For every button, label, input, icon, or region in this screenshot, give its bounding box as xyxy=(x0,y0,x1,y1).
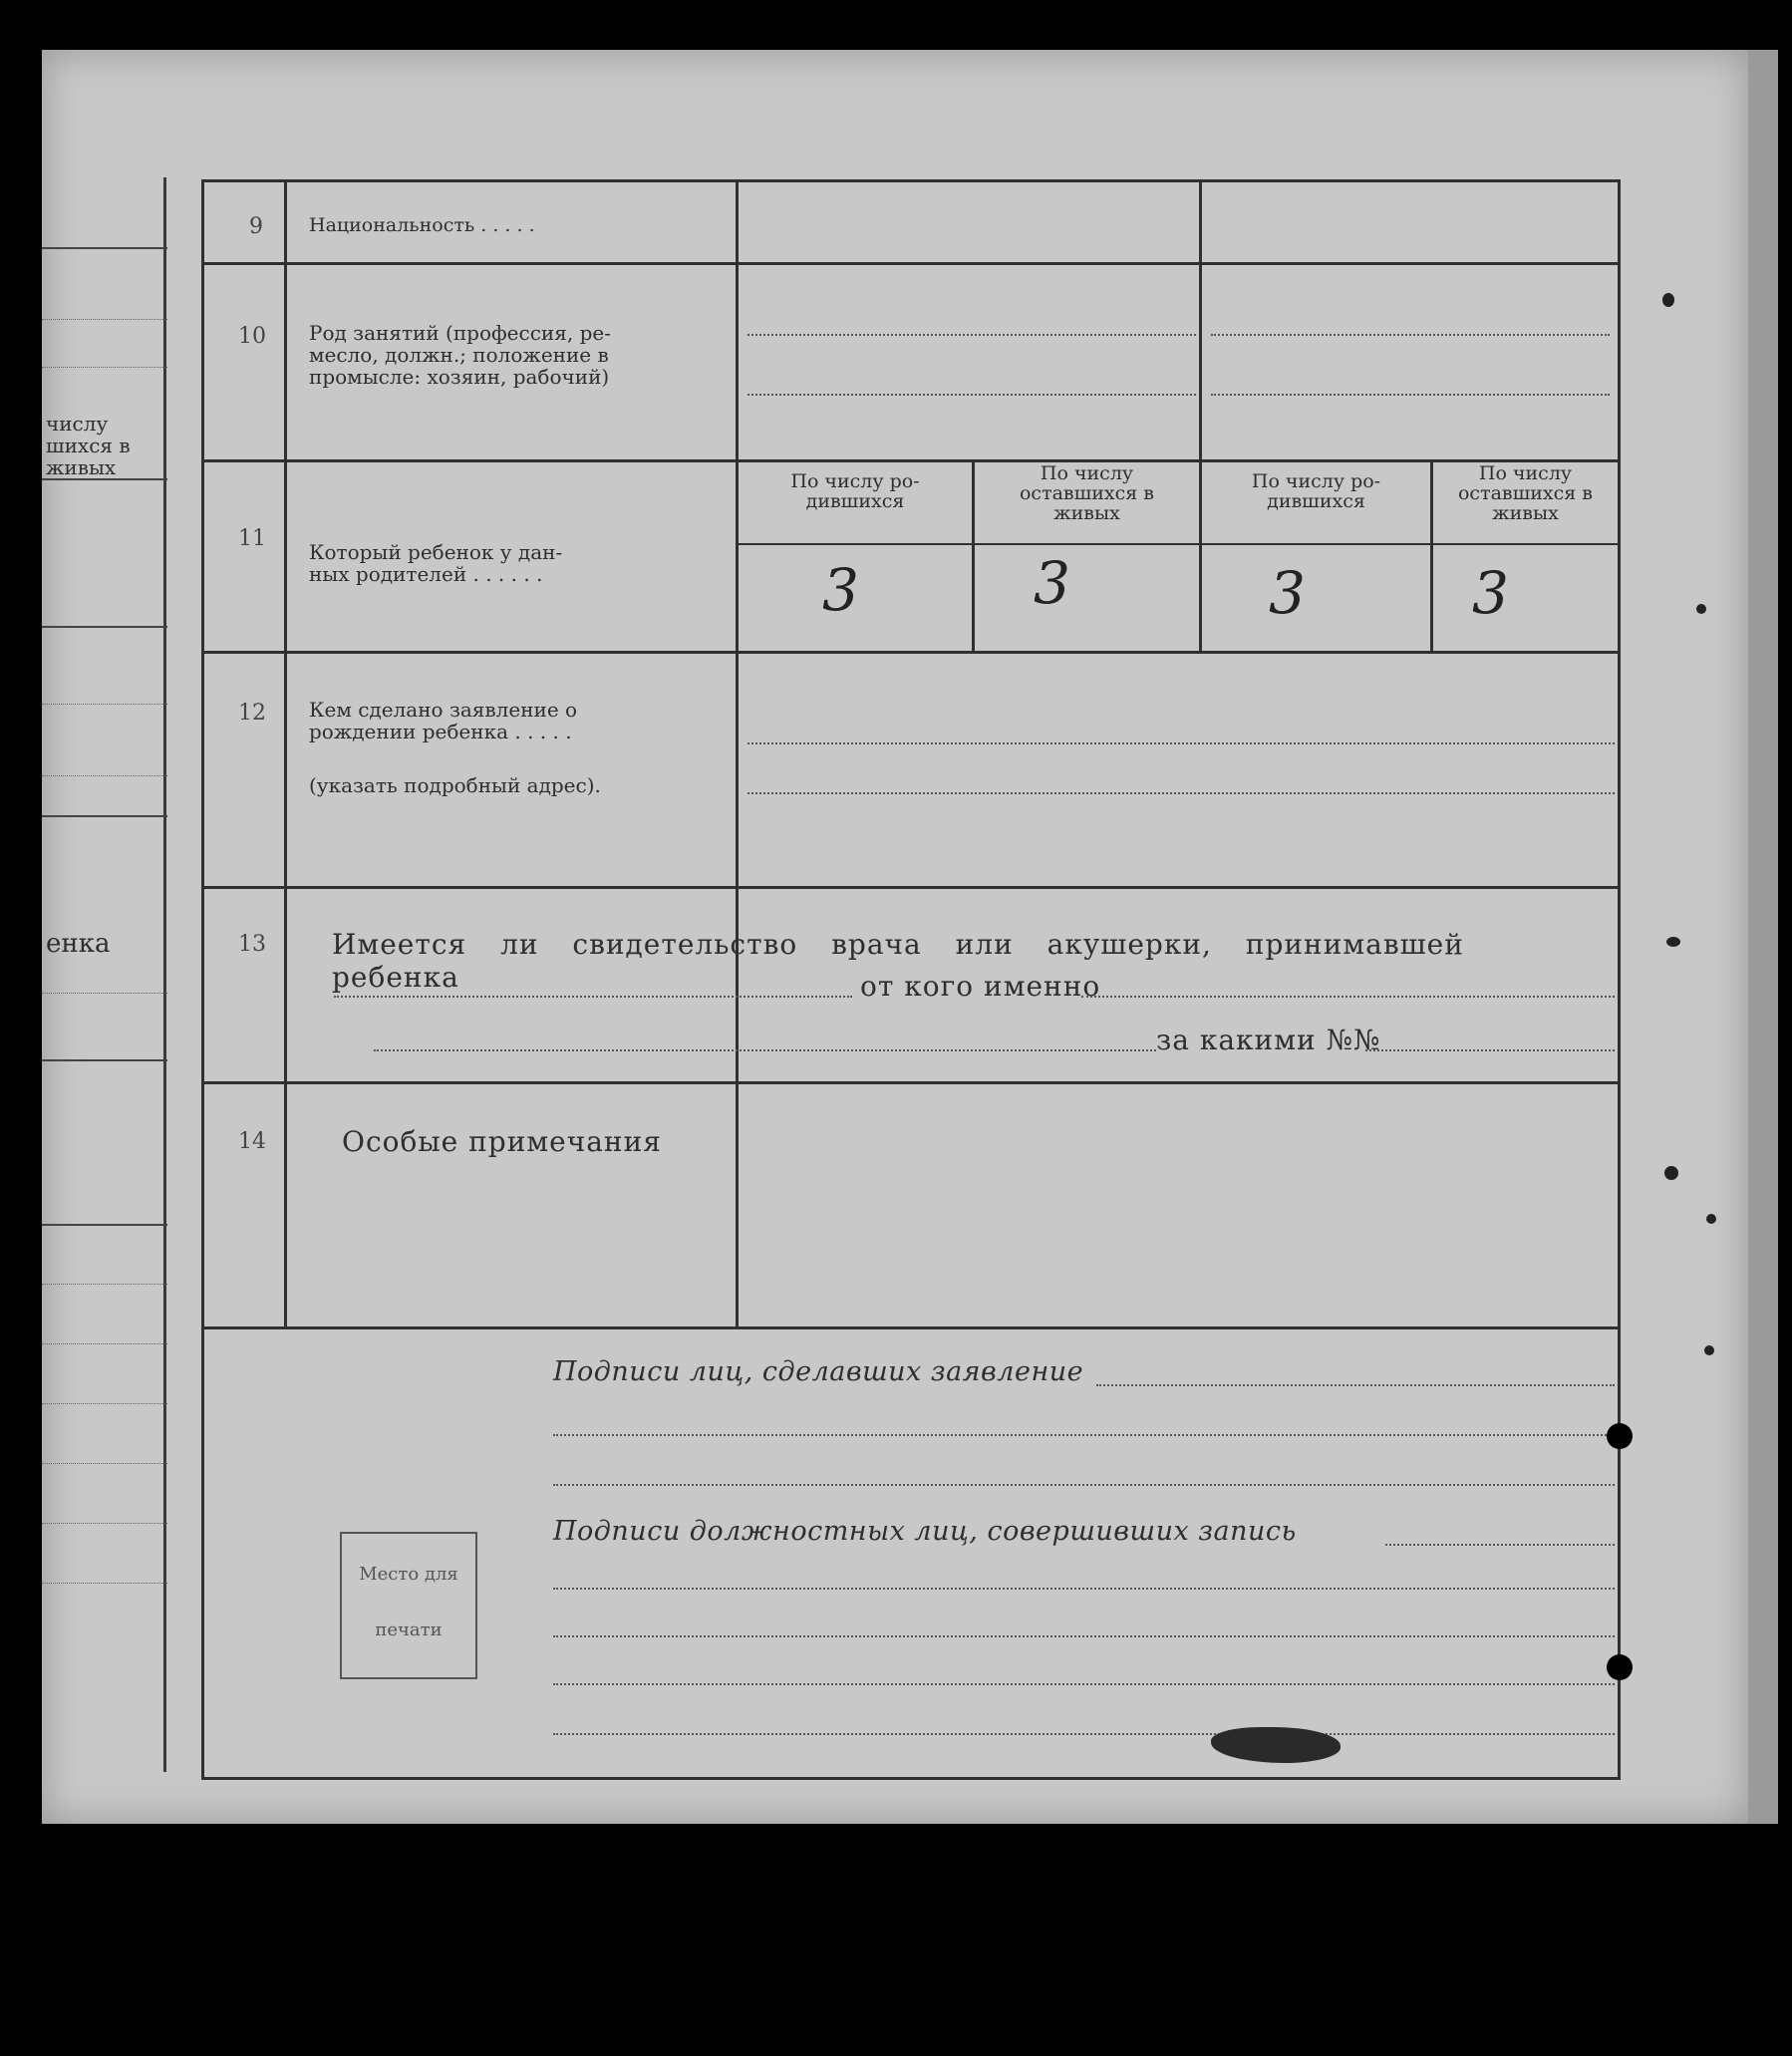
row-number: 13 xyxy=(238,932,266,957)
fill-line xyxy=(1211,334,1610,336)
row-divider xyxy=(204,886,1618,889)
fill-line xyxy=(553,1484,1615,1486)
subheader-living-2: По числу оставшихся в живых xyxy=(1457,462,1594,524)
speck xyxy=(1704,1345,1714,1355)
number-column-border xyxy=(284,182,287,1328)
row-number: 12 xyxy=(238,701,266,726)
from-whom-label: от кого именно xyxy=(860,970,1101,1003)
strip-border xyxy=(163,177,166,1772)
stamp-label-1: Место для xyxy=(359,1564,458,1585)
label-column-border xyxy=(736,182,739,1328)
page-edge xyxy=(1748,50,1778,1824)
strip-line xyxy=(42,478,167,480)
fill-line xyxy=(1081,996,1615,998)
strip-line xyxy=(42,1403,167,1404)
handwritten-value: 3 xyxy=(1269,559,1306,627)
strip-line xyxy=(42,1463,167,1464)
row-divider xyxy=(204,262,1618,265)
subheader-born-2: По числу ро- дившихся xyxy=(1251,470,1381,512)
fill-line xyxy=(747,394,1196,396)
binding-hole xyxy=(1607,1654,1633,1680)
subheader-divider xyxy=(736,543,1618,545)
occupation-label-2: месло, должн.; положение в xyxy=(309,343,609,367)
stamp-placeholder xyxy=(340,1532,477,1679)
strip-line xyxy=(42,704,167,705)
speck xyxy=(1666,937,1680,947)
handwritten-value: 3 xyxy=(822,556,859,624)
ink-blot xyxy=(1211,1727,1341,1763)
row-number: 14 xyxy=(238,1129,266,1154)
strip-text-2: шихся в xyxy=(46,434,131,457)
strip-line xyxy=(42,1284,167,1285)
strip-line xyxy=(42,247,167,249)
strip-line xyxy=(42,1343,167,1344)
strip-line xyxy=(42,319,167,320)
stamp-label-2: печати xyxy=(375,1619,443,1640)
speck xyxy=(1664,1166,1678,1180)
strip-line xyxy=(42,815,167,817)
row-divider xyxy=(204,1081,1618,1084)
speck xyxy=(1696,604,1706,614)
strip-line xyxy=(42,1059,167,1061)
subheader-born-1: По числу ро- дившихся xyxy=(790,470,920,512)
parents-column-border xyxy=(1199,182,1202,651)
fill-line xyxy=(553,1733,1615,1735)
fill-line xyxy=(1385,1544,1615,1546)
declarant-label-2: рождении ребенка . . . . . xyxy=(309,720,572,743)
fill-line xyxy=(747,334,1196,336)
fill-line xyxy=(553,1635,1615,1637)
row-number: 9 xyxy=(249,214,263,239)
fill-line xyxy=(553,1434,1615,1436)
strip-text-4: енка xyxy=(46,929,111,959)
fill-line xyxy=(1096,1384,1615,1386)
row-number: 11 xyxy=(238,526,266,551)
officials-signature-label: Подписи должностных лиц, совершивших запись xyxy=(553,1516,1297,1547)
handwritten-value: 3 xyxy=(1472,559,1509,627)
fill-line xyxy=(553,1588,1615,1590)
occupation-label-3: промысле: хозяин, рабочий) xyxy=(309,365,610,389)
row-divider xyxy=(204,459,1618,462)
strip-line xyxy=(42,993,167,994)
nationality-label: Национальность . . . . . xyxy=(309,214,535,236)
handwritten-value: 3 xyxy=(1034,549,1070,617)
fill-line xyxy=(553,1683,1615,1685)
adjacent-page-strip xyxy=(42,177,167,1772)
strip-text-1: числу xyxy=(46,412,109,436)
certificate-question: Имеется ли свидетельство врача или акушерки, принимавшей ребенка xyxy=(332,928,1464,994)
row-divider xyxy=(204,1326,1618,1329)
fill-line xyxy=(374,1049,1156,1051)
fill-line xyxy=(1211,394,1610,396)
strip-line xyxy=(42,775,167,776)
row-divider xyxy=(204,651,1618,654)
row-number: 10 xyxy=(238,324,266,349)
strip-line xyxy=(42,1523,167,1524)
occupation-label-1: Род занятий (профессия, ре- xyxy=(309,321,611,345)
which-child-label-2: ных родителей . . . . . . xyxy=(309,562,543,586)
which-child-label-1: Который ребенок у дан- xyxy=(309,540,563,564)
strip-text-3: живых xyxy=(46,455,117,479)
strip-line xyxy=(42,367,167,368)
strip-line xyxy=(42,1583,167,1584)
fill-line xyxy=(334,996,852,998)
fill-line xyxy=(1365,1049,1615,1051)
declarant-label-1: Кем сделано заявление о xyxy=(309,698,578,722)
applicants-signature-label: Подписи лиц, сделавших заявление xyxy=(553,1356,1084,1387)
document-page xyxy=(42,50,1748,1824)
strip-line xyxy=(42,626,167,628)
subheader-living-1: По числу оставшихся в живых xyxy=(1019,462,1155,524)
binding-hole xyxy=(1607,1423,1633,1449)
numbers-label: за какими №№ xyxy=(1156,1024,1381,1056)
speck xyxy=(1706,1214,1716,1224)
declarant-label-3: (указать подробный адрес). xyxy=(309,773,601,797)
strip-line xyxy=(42,1224,167,1226)
fill-line xyxy=(747,792,1615,794)
fill-line xyxy=(747,742,1615,744)
speck xyxy=(1662,293,1674,307)
special-notes-label: Особые примечания xyxy=(342,1125,662,1158)
